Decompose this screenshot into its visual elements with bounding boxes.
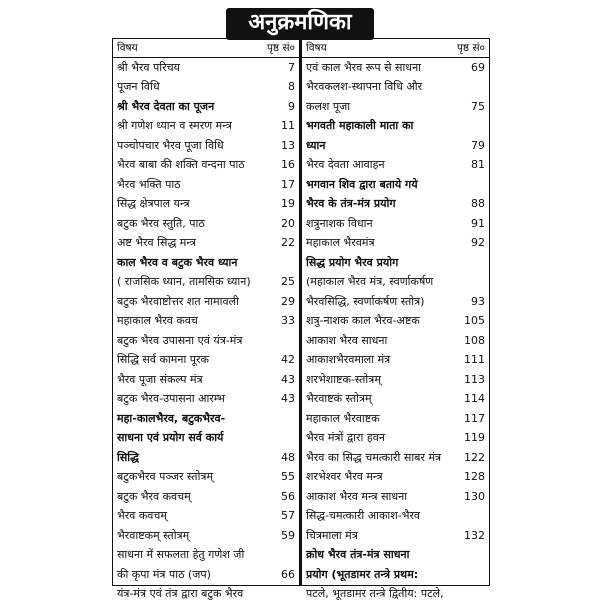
index-entry	[302, 351, 489, 371]
entry-title: भैरव मंत्रों द्वारा हवन	[306, 432, 385, 444]
entry-title: शरभेश्वर भैरव मन्त्र	[306, 471, 383, 483]
right-rows	[302, 58, 489, 604]
title-wrap	[0, 8, 600, 40]
entry-page-number: 108	[462, 335, 485, 347]
page-number-header: पृष्ठ सं०	[457, 41, 485, 55]
entry-title: आकाश भैरव मन्त्र साधना	[306, 491, 407, 503]
entry-title: बटुक भैरव कवचम्	[117, 491, 191, 503]
entry-title: एवं काल भैरव रूप से साधना	[306, 62, 421, 74]
entry-page-number: 19	[273, 198, 295, 210]
entry-title: क्रोध भैरव तंत्र-मंत्र साधना	[306, 549, 409, 561]
entry-title: भैरव बाबा की शक्ति वन्दना पाठ	[117, 159, 245, 171]
left-column-header	[113, 39, 299, 58]
entry-title: सिद्धि सर्व कामना पूरक	[117, 354, 209, 366]
entry-page-number: 91	[463, 218, 485, 230]
entry-title: भैरवाष्टकम् स्तोत्रम्	[117, 530, 189, 542]
index-entry	[113, 292, 299, 312]
index-entry	[302, 234, 489, 254]
index-entry	[302, 97, 489, 117]
entry-page-number: 20	[273, 218, 295, 230]
right-column-header	[302, 39, 489, 58]
entry-page-number: 105	[462, 315, 485, 327]
index-entry	[302, 78, 489, 98]
page-title: अनुक्रमणिका	[226, 8, 373, 40]
index-entry	[113, 214, 299, 234]
entry-page-number: 117	[462, 413, 485, 425]
index-entry	[302, 468, 489, 488]
index-entry	[113, 565, 299, 585]
index-entry	[302, 312, 489, 332]
index-entry	[302, 429, 489, 449]
entry-page-number: 66	[273, 569, 295, 581]
index-entry	[113, 585, 299, 604]
index-entry	[113, 195, 299, 215]
entry-page-number: 119	[462, 432, 485, 444]
entry-title: भैरव देवता आवाहन	[306, 159, 385, 171]
entry-title: भैरव कवचम्	[117, 510, 167, 522]
entry-title: भैरवकलश-स्थापना विधि और	[306, 81, 422, 93]
entry-title: शत्रु-नाशक काल भैरव-अष्टक	[306, 315, 420, 327]
entry-title: पूजन विधि	[117, 81, 160, 93]
entry-page-number: 88	[463, 198, 485, 210]
index-entry	[113, 351, 299, 371]
subject-header: विषय	[306, 41, 327, 55]
index-entry	[113, 136, 299, 156]
index-entry	[113, 448, 299, 468]
entry-title: साधना एवं प्रयोग सर्व कार्य	[117, 432, 223, 444]
index-entry	[113, 175, 299, 195]
index-entry	[302, 117, 489, 137]
entry-page-number: 59	[273, 530, 295, 542]
entry-title: चित्रमाला मंत्र	[306, 530, 358, 542]
entry-title: शरभेशाष्टक-स्तोत्रम्	[306, 374, 381, 386]
entry-title: श्री गणेश ध्यान व स्मरण मन्त्र	[117, 120, 232, 132]
entry-page-number: 69	[463, 62, 485, 74]
entry-page-number: 8	[273, 81, 295, 93]
index-entry	[302, 507, 489, 527]
entry-title: सिद्ध प्रयोग भैरव प्रयोग	[306, 257, 398, 269]
entry-title: भगवान शिव द्वारा बताये गये	[306, 179, 418, 191]
entry-page-number: 93	[463, 296, 485, 308]
entry-title: बटुक भैरव उपासना एवं यंत्र-मंत्र	[117, 335, 242, 347]
index-entry	[302, 526, 489, 546]
index-entry	[302, 273, 489, 293]
index-entry	[113, 429, 299, 449]
page-number-header: पृष्ठ सं०	[267, 41, 295, 55]
entry-title: आकाश भैरव साधना	[306, 335, 387, 347]
entry-page-number: 48	[273, 452, 295, 464]
entry-page-number: 114	[462, 393, 485, 405]
entry-page-number: 111	[462, 354, 485, 366]
entry-title: (महाकाल भैरव मंत्र, स्वर्णाकर्षण	[306, 276, 433, 288]
entry-title: काल भैरव व बटुक भैरव ध्यान	[117, 257, 237, 269]
entry-title: आकाशभैरवमाला मंत्र	[306, 354, 390, 366]
left-column	[113, 39, 301, 585]
index-entry	[113, 487, 299, 507]
entry-page-number: 79	[463, 140, 485, 152]
left-rows	[113, 58, 299, 604]
entry-title: भैरव भक्ति पाठ	[117, 179, 181, 191]
entry-page-number: 55	[273, 471, 295, 483]
index-entry	[113, 58, 299, 78]
entry-page-number: 16	[273, 159, 295, 171]
index-entry	[302, 156, 489, 176]
entry-title: भगवती महाकाली माता का	[306, 120, 413, 132]
entry-page-number: 130	[462, 491, 485, 503]
index-entry	[113, 409, 299, 429]
entry-title: यंत्र-मंत्र एवं तंत्र द्वारा बटुक भैरव	[117, 588, 243, 600]
entry-title: भैरवसिद्धि, स्वर्णाकर्षण स्तोत्र)	[306, 296, 424, 308]
entry-title: प्रयोग (भूतडामर तन्त्रे प्रथम:	[306, 569, 418, 581]
index-entry	[302, 370, 489, 390]
index-entry	[113, 526, 299, 546]
entry-page-number: 113	[462, 374, 485, 386]
entry-page-number: 33	[273, 315, 295, 327]
entry-title: बटुकभैरव पञ्जर स्तोत्रम्	[117, 471, 213, 483]
index-entry	[113, 468, 299, 488]
entry-title: साधना में सफलता हेतु गणेश जी	[117, 549, 244, 561]
entry-page-number: 43	[273, 374, 295, 386]
index-entry	[113, 370, 299, 390]
entry-page-number: 57	[273, 510, 295, 522]
index-entry	[113, 507, 299, 527]
entry-title: ध्यान	[306, 140, 325, 152]
index-entry	[302, 487, 489, 507]
index-entry	[302, 292, 489, 312]
entry-title: भैरव पूजा संकल्प मंत्र	[117, 374, 203, 386]
index-entry	[302, 448, 489, 468]
index-entry	[113, 234, 299, 254]
index-entry	[113, 546, 299, 566]
entry-page-number: 17	[273, 179, 295, 191]
entry-title: शत्रुनाशक विधान	[306, 218, 373, 230]
index-entry	[302, 136, 489, 156]
index-entry	[302, 409, 489, 429]
entry-title: भैरवाष्टकं स्तोत्रम्	[306, 393, 372, 405]
entry-title: की कृपा मंत्र पाठ (जप)	[117, 569, 211, 581]
index-entry	[302, 58, 489, 78]
entry-title: सिद्ध क्षेत्रपाल यन्त्र	[117, 198, 190, 210]
entry-page-number: 13	[273, 140, 295, 152]
entry-title: भैरव का सिद्ध चमत्कारी साबर मंत्र	[306, 452, 441, 464]
entry-page-number: 56	[273, 491, 295, 503]
entry-page-number: 75	[463, 101, 485, 113]
entry-page-number: 42	[273, 354, 295, 366]
entry-page-number: 92	[463, 237, 485, 249]
index-entry	[113, 331, 299, 351]
entry-page-number: 7	[273, 62, 295, 74]
entry-title: महाकाल भैरव कवच	[117, 315, 198, 327]
entry-title: सिद्धि	[117, 452, 139, 464]
entry-title: पञ्चोपचार भैरव पूजा विधि	[117, 140, 224, 152]
entry-page-number: 25	[273, 276, 295, 288]
index-entry	[302, 331, 489, 351]
entry-title: श्री भैरव देवता का पूजन	[117, 101, 214, 113]
entry-page-number: 132	[462, 530, 485, 542]
index-entry	[113, 78, 299, 98]
entry-title: सिद्ध-चमत्कारी आकाश-भैरव	[306, 510, 420, 522]
entry-title: महा-कालभैरव, बटुकभैरव-	[117, 413, 225, 425]
entry-page-number: 43	[273, 393, 295, 405]
entry-page-number: 9	[273, 101, 295, 113]
entry-page-number: 81	[463, 159, 485, 171]
entry-title: महाकाल भैरवाष्टक	[306, 413, 380, 425]
index-entry	[302, 175, 489, 195]
entry-title: ( राजसिक ध्यान, तामसिक ध्यान)	[117, 276, 251, 288]
entry-title: बटुक भैरवाष्टोत्तर शत नामावली	[117, 296, 239, 308]
entry-title: बटुक भैरव-उपासना आरम्भ	[117, 393, 225, 405]
index-entry	[113, 253, 299, 273]
entry-title: महाकाल भैरवमंत्र	[306, 237, 375, 249]
entry-page-number: 128	[462, 471, 485, 483]
index-entry	[302, 195, 489, 215]
entry-title: अष्ट भैरव सिद्ध मन्त्र	[117, 237, 196, 249]
entry-title: पटले, भूतडामर तन्त्रे द्वितीय: पटले,	[306, 588, 444, 600]
entry-title: भैरव के तंत्र-मंत्र प्रयोग	[306, 198, 396, 210]
index-entry	[302, 565, 489, 585]
index-entry	[113, 273, 299, 293]
index-entry	[302, 585, 489, 604]
index-table	[112, 38, 490, 586]
entry-page-number: 29	[273, 296, 295, 308]
index-entry	[113, 312, 299, 332]
entry-page-number: 11	[273, 120, 295, 132]
entry-title: श्री भैरव परिचय	[117, 62, 180, 74]
index-entry	[113, 156, 299, 176]
entry-title: बटुक भैरव स्तुति, पाठ	[117, 218, 205, 230]
index-entry	[113, 390, 299, 410]
entry-title: कलश पूजा	[306, 101, 350, 113]
right-column	[301, 39, 489, 585]
entry-page-number: 22	[273, 237, 295, 249]
index-entry	[302, 253, 489, 273]
index-entry	[302, 546, 489, 566]
index-entry	[113, 117, 299, 137]
index-entry	[302, 390, 489, 410]
index-entry	[113, 97, 299, 117]
subject-header: विषय	[117, 41, 138, 55]
index-entry	[302, 214, 489, 234]
entry-page-number: 122	[462, 452, 485, 464]
